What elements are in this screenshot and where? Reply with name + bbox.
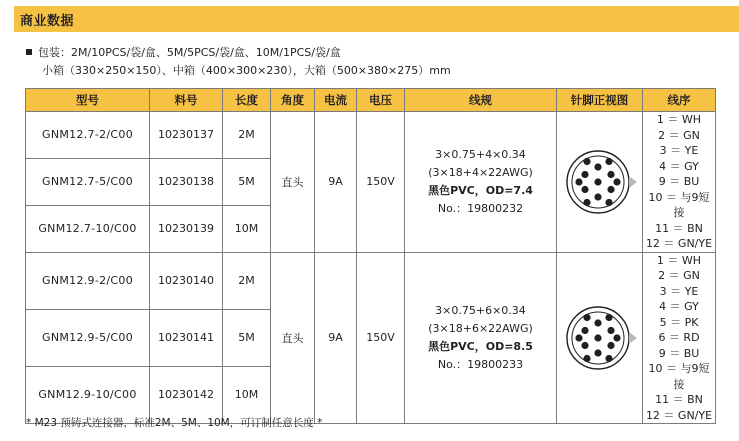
note-carton-text: 小箱（330×250×150）、中箱（400×300×230），大箱（500×380×275）mm: [42, 64, 451, 77]
cell-current: 9A: [315, 112, 357, 253]
wire-order-item: 1 ＝ WH: [656, 253, 702, 267]
cell-length: 5M: [223, 158, 271, 205]
wire-order-item: 4 ＝ GY: [659, 159, 699, 173]
wire-order-item: 3 ＝ YE: [659, 284, 699, 298]
wire-order-item: 2 ＝ GN: [658, 269, 700, 282]
wire-spec-line-1: 3×0.75+6×0.34: [435, 303, 526, 317]
wire-order-item: 11 ＝ BN: [655, 393, 703, 406]
wire-order-item: 1 ＝ WH: [656, 113, 702, 126]
wire-spec-line-2: (3×18+6×22AWG): [428, 321, 533, 335]
table-row: [26, 112, 716, 159]
cell-model: GNM12.9-2/C00: [26, 252, 150, 309]
spec-table: [25, 88, 716, 424]
col-header-voltage: 电压: [357, 89, 405, 112]
cell-length: 10M: [223, 366, 271, 423]
cell-wire-spec: [405, 112, 557, 253]
table-row: [26, 252, 716, 309]
wire-order-item: 10 ＝ 与9短接: [648, 362, 710, 391]
cell-part-number: 10230140: [150, 252, 223, 309]
cell-voltage: 150V: [357, 252, 405, 424]
cell-wire-spec: [405, 252, 557, 424]
cell-part-number: 10230137: [150, 112, 223, 159]
note-packaging-text: 包装：2M/10PCS/袋/盒、5M/5PCS/袋/盒、10M/1PCS/袋/盒: [38, 46, 341, 59]
cell-wire-order: [643, 252, 716, 424]
wire-order-item: 6 ＝ RD: [658, 331, 700, 344]
square-bullet-icon: [26, 49, 32, 55]
wire-order-item: 9 ＝ BU: [658, 175, 700, 188]
cell-length: 2M: [223, 252, 271, 309]
wire-order-item: 5 ＝ PK: [659, 315, 699, 329]
wire-order-item: 10 ＝ 与9短接: [648, 190, 710, 219]
cell-model: GNM12.7-2/C00: [26, 112, 150, 159]
footer-note: * M23 预铸式连接器，标准2M、5M、10M，可订制任意长度 *: [26, 417, 323, 429]
note-line-carton: [26, 62, 716, 80]
cell-angle: 直头: [271, 252, 315, 424]
connector-pinout-icon: [560, 142, 640, 222]
cell-part-number: 10230141: [150, 309, 223, 366]
cell-wire-order: [643, 112, 716, 253]
wire-order-item: 2 ＝ GN: [658, 128, 700, 142]
packaging-notes: [26, 44, 716, 80]
cell-part-number: 10230139: [150, 205, 223, 252]
wire-order-item: 9 ＝ BU: [658, 346, 700, 360]
wire-order-item: 12 ＝ GN/YE: [645, 408, 713, 422]
spec-table-wrapper: [25, 88, 715, 424]
wire-spec-line-3: 黑色PVC，OD=8.5: [428, 339, 533, 353]
cell-part-number: 10230138: [150, 158, 223, 205]
wire-order-item: 3 ＝ YE: [659, 144, 699, 157]
wire-order-item: 11 ＝ BN: [655, 221, 703, 235]
cell-angle: 直头: [271, 112, 315, 253]
col-header-length: 长度: [223, 89, 271, 112]
cell-voltage: 150V: [357, 112, 405, 253]
col-header-model: 型号: [26, 89, 150, 112]
wire-order-item: 12 ＝ GN/YE: [645, 237, 713, 250]
col-header-pinout: 针脚正视图: [557, 89, 643, 112]
section-header: [0, 6, 739, 32]
cell-model: GNM12.7-5/C00: [26, 158, 150, 205]
col-header-angle: 角度: [271, 89, 315, 112]
col-header-part-number: 料号: [150, 89, 223, 112]
col-header-wire-spec: 线规: [405, 89, 557, 112]
cell-length: 10M: [223, 205, 271, 252]
cell-length: 2M: [223, 112, 271, 159]
wire-spec-line-1: 3×0.75+4×0.34: [435, 147, 526, 161]
connector-pinout-icon: [560, 298, 640, 378]
wire-spec-line-2: (3×18+4×22AWG): [428, 165, 533, 179]
cell-current: 9A: [315, 252, 357, 424]
wire-spec-line-4: No.：19800233: [437, 357, 524, 371]
cell-part-number: 10230142: [150, 366, 223, 423]
page-title: 商业数据: [20, 13, 75, 29]
table-header-row: [26, 89, 716, 112]
cell-model: GNM12.9-10/C00: [26, 366, 150, 423]
wire-spec-line-4: No.：19800232: [437, 201, 524, 215]
cell-pinout-diagram: [557, 112, 643, 253]
wire-spec-line-3: 黑色PVC，OD=7.4: [428, 183, 533, 197]
col-header-wire-order: 线序: [643, 89, 716, 112]
cell-model: GNM12.9-5/C00: [26, 309, 150, 366]
col-header-current: 电流: [315, 89, 357, 112]
cell-length: 5M: [223, 309, 271, 366]
cell-pinout-diagram: [557, 252, 643, 424]
note-line-packaging: [26, 44, 716, 62]
header-accent-block: [0, 6, 14, 32]
wire-order-item: 4 ＝ GY: [659, 300, 699, 313]
cell-model: GNM12.7-10/C00: [26, 205, 150, 252]
